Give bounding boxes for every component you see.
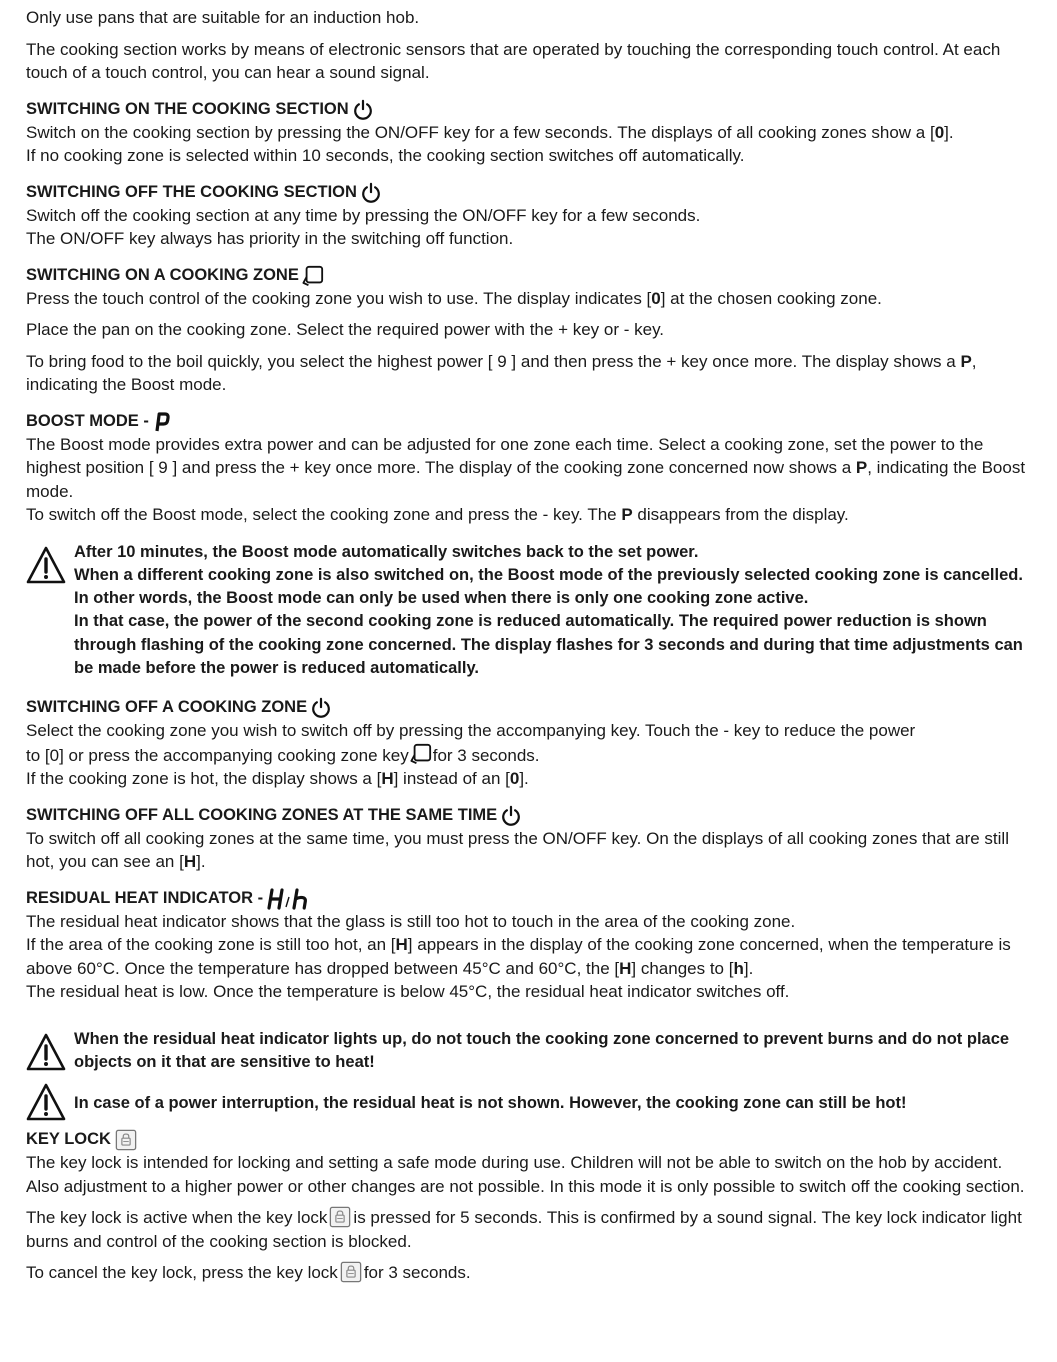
section-text: Switch on the cooking section by pressing the ON/OFF key for a few seconds. The displays of all cooking zones show a [0]. If no cooking zone is selected within 10 seconds, the cooking section switches off automatically. <box>26 122 954 165</box>
intro-sensors: The cooking section works by means of electronic sensors that are operated by touching the corresponding touch control. At each touch of a touch control, you can hear a sound signal. <box>26 39 1001 82</box>
warning-icon <box>26 545 66 585</box>
warning-text: In case of a power interruption, the residual heat is not shown. However, the cooking zone can still be hot! <box>74 1094 907 1113</box>
power-icon <box>500 805 522 827</box>
cooking-zone-icon <box>410 743 432 765</box>
section-title: RESIDUAL HEAT INDICATOR - <box>26 887 1031 910</box>
intro-pans: Only use pans that are suitable for an induction hob. <box>26 8 420 27</box>
section-text-1: The key lock is intended for locking and setting a safe mode during use. Children will not be able to switch on the hob by accident. Also adjustment to a higher power or other changes are not possible. In this mode it is only possible to switch off the cooking section. <box>26 1153 1025 1196</box>
section-text-1: The residual heat indicator shows that the glass is still too hot to touch in the area of the cooking zone. <box>26 911 796 931</box>
section-text: To switch off all cooking zones at the same time, you must press the ON/OFF key. On the displays of all cooking zones that are still hot, you can see an [H]. <box>26 828 1009 872</box>
section-text-1: Press the touch control of the cooking zone you wish to use. The display indicates [0] at the chosen cooking zone. <box>26 288 882 308</box>
section-switch-on-cooking-section <box>26 98 1031 168</box>
warning-text: When the residual heat indicator lights up, do not touch the cooking zone concerned to prevent burns and do not place objects on it that are sensitive to heat! <box>74 1029 1010 1072</box>
warning-power-interruption <box>26 1082 1031 1122</box>
section-switch-off-cooking-section <box>26 181 1031 251</box>
key-lock-icon <box>340 1261 362 1283</box>
section-title: SWITCHING ON THE COOKING SECTION <box>26 98 1031 121</box>
key-lock-icon <box>329 1206 351 1228</box>
section-title: SWITCHING OFF ALL COOKING ZONES AT THE SAME TIME <box>26 804 1031 827</box>
cooking-zone-icon <box>302 265 324 287</box>
section-title: SWITCHING ON A COOKING ZONE <box>26 264 1031 287</box>
warning-icon <box>26 1032 66 1072</box>
section-title: BOOST MODE - <box>26 410 1031 433</box>
section-switch-off-all-zones <box>26 804 1031 874</box>
warning-icon <box>26 1082 66 1122</box>
section-text-2: If the area of the cooking zone is still too hot, an [H] appears in the display of the cooking zone concerned, when the temperature is above 60°C. Once the temperature has dropped between 45°C and 60°C, the [H] changes to [h]. <box>26 935 1011 978</box>
warning-text: After 10 minutes, the Boost mode automatically switches back to the set power. When a different cooking zone is also switched on, the Boost mode of the previously selected cooking zone is cancelled. In other words, the Boost mode can only be used when there is only one cooking zone active. In that case, the power of the second cooking zone is reduced automatically. The required power reduction is shown through flashing of the cooking zone concerned. The display flashes for 3 seconds and during that time adjustments can be made before the power is reduced automatically. <box>74 542 1023 677</box>
section-text-1: Select the cooking zone you wish to switch off by pressing the accompanying key. Touch the - key to reduce the power <box>26 721 916 741</box>
section-switch-on-cooking-zone <box>26 264 1031 397</box>
section-text-2: Place the pan on the cooking zone. Select the required power with the + key or - key. <box>26 320 665 339</box>
section-text-2: To switch off the Boost mode, select the cooking zone and press the - key. The P disappears from the display. <box>26 505 849 524</box>
residual-heat-h-icon <box>265 888 311 910</box>
warning-residual-heat <box>26 1028 1031 1075</box>
section-text-3: To bring food to the boil quickly, you select the highest power [ 9 ] and then press the + key once more. The display shows a P, indicating the Boost mode. <box>26 351 977 394</box>
section-title: SWITCHING OFF A COOKING ZONE <box>26 696 1031 719</box>
power-icon <box>360 182 382 204</box>
power-icon <box>310 697 332 719</box>
section-text-2: The key lock is active when the key lock is pressed for 5 seconds. This is confirmed by a sound signal. The key lock indicator light burns and control of the cooking section is blocked. <box>26 1208 1022 1251</box>
section-text-1: The Boost mode provides extra power and can be adjusted for one zone each time. Select a cooking zone, set the power to the highest position [ 9 ] and press the + key once more. The display of the cooking zone concerned now shows a P, indicating the Boost mode. <box>26 434 1026 501</box>
section-switch-off-cooking-zone <box>26 696 1031 791</box>
section-text-2: The ON/OFF key always has priority in the switching off function. <box>26 229 514 248</box>
section-text-3: The residual heat is low. Once the temperature is below 45°C, the residual heat indicator switches off. <box>26 982 790 1002</box>
key-lock-icon <box>115 1129 137 1151</box>
section-title: SWITCHING OFF THE COOKING SECTION <box>26 181 1031 204</box>
power-icon <box>352 99 374 121</box>
section-title: KEY LOCK <box>26 1128 1031 1151</box>
warning-boost <box>26 541 1031 681</box>
section-boost-mode <box>26 410 1031 527</box>
section-text-1: Switch off the cooking section at any time by pressing the ON/OFF key for a few seconds. <box>26 205 701 225</box>
section-key-lock <box>26 1128 1031 1285</box>
section-text-2: to [0] or press the accompanying cooking zone key for 3 seconds. <box>26 743 1031 768</box>
boost-p-icon <box>152 411 170 433</box>
section-text-3: If the cooking zone is hot, the display shows a [H] instead of an [0]. <box>26 769 529 789</box>
section-residual-heat <box>26 887 1031 1004</box>
section-text-3: To cancel the key lock, press the key lock for 3 seconds. <box>26 1263 471 1283</box>
